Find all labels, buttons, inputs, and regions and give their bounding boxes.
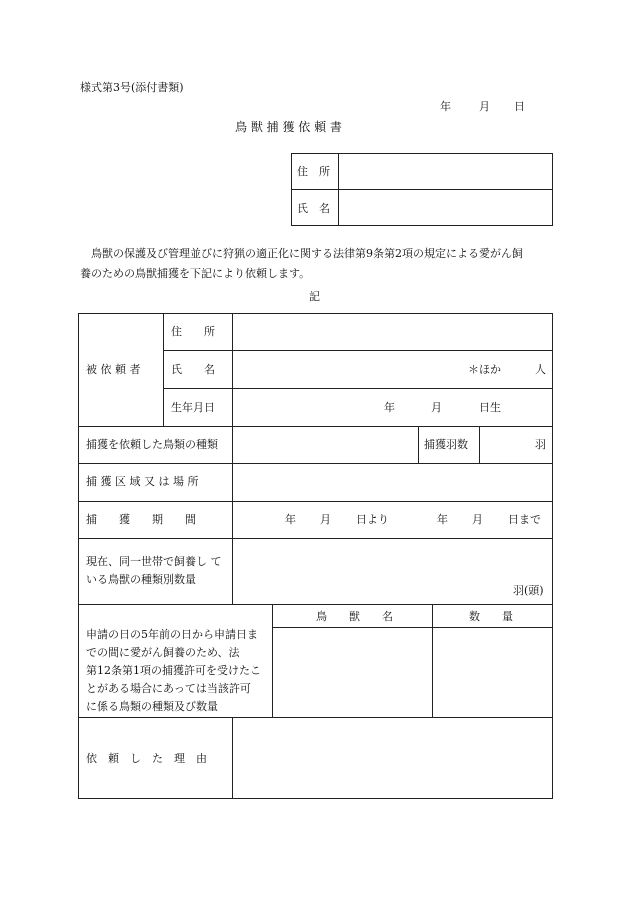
body-text-line2: 養のための鳥獣捕獲を下記により依頼します。 <box>80 267 311 280</box>
date-year-label: 年 <box>440 100 451 113</box>
birth-month-unit: 月 <box>431 401 442 414</box>
capture-count-field[interactable] <box>483 429 529 460</box>
reason-label: 依 頼 し た 理 由 <box>86 752 207 765</box>
requestee-address-label: 住 所 <box>171 325 215 338</box>
current-holdings-label-line2: いる鳥獣の種類別数量 <box>86 573 196 586</box>
applicant-name-field[interactable] <box>342 192 548 222</box>
period-label: 捕 獲 期 間 <box>86 513 196 526</box>
past-permit-label-line2: での間に愛がん飼養のため、法 <box>86 646 240 659</box>
period-from-year: 年 <box>285 513 296 526</box>
document-title: 鳥 獣 捕 獲 依 頼 書 <box>235 120 342 134</box>
species-field[interactable] <box>236 429 414 460</box>
past-permit-label-line1: 申請の日の5年前の日から申請日ま <box>86 628 258 641</box>
birth-day-unit: 日生 <box>479 401 501 414</box>
applicant-name-label: 氏 名 <box>297 202 330 215</box>
current-holdings-field[interactable] <box>236 541 548 581</box>
period-from-month: 月 <box>320 513 331 526</box>
current-holdings-label-line1: 現在、同一世帯で飼養し て <box>86 555 222 568</box>
body-text-line1: 鳥獣の保護及び管理並びに狩猟の適正化に関する法律第9条第2項の規定による愛がん飼 <box>91 247 523 260</box>
wings-unit: 羽 <box>535 438 546 451</box>
persons-unit: 人 <box>535 363 546 376</box>
form-number: 様式第3号(添付書類) <box>80 81 184 94</box>
quantity-column-header: 数 量 <box>469 610 513 623</box>
period-to-day: 日まで <box>508 513 541 526</box>
others-mark: ＊ほか <box>468 363 501 376</box>
requestee-birthdate-field[interactable] <box>236 391 376 423</box>
date-month-label: 月 <box>479 100 490 113</box>
applicant-address-field[interactable] <box>342 156 548 186</box>
past-permit-label-line3: 第12条第1項の捕獲許可を受けたこ <box>86 664 261 677</box>
species-column-header: 鳥 獣 名 <box>316 610 393 623</box>
period-to-month: 月 <box>472 513 483 526</box>
period-to-year: 年 <box>437 513 448 526</box>
applicant-address-label: 住 所 <box>297 165 330 178</box>
requestee-address-field[interactable] <box>236 316 548 347</box>
current-holdings-unit: 羽(頭) <box>513 584 544 597</box>
past-species-field[interactable] <box>276 630 428 714</box>
birthdate-label: 生年月日 <box>171 401 215 414</box>
past-permit-label-line5: に係る鳥類の種類及び数量 <box>86 700 218 713</box>
ki-mark: 記 <box>309 290 320 303</box>
area-field[interactable] <box>236 466 548 498</box>
past-permit-label-line4: とがある場合にあっては当該許可 <box>86 682 251 695</box>
period-from-day: 日より <box>356 513 389 526</box>
birth-year-unit: 年 <box>384 401 395 414</box>
date-day-label: 日 <box>514 100 525 113</box>
requestee-label: 被 依 頼 者 <box>86 363 141 376</box>
species-label: 捕獲を依頼した鳥類の種類 <box>86 438 218 451</box>
area-label: 捕 獲 区 域 又 は 場 所 <box>86 475 199 488</box>
requestee-name-label: 氏 名 <box>171 363 215 376</box>
capture-count-label: 捕獲羽数 <box>424 438 468 451</box>
past-quantity-field[interactable] <box>436 630 548 714</box>
reason-field[interactable] <box>236 720 548 796</box>
requestee-name-field[interactable] <box>236 353 461 385</box>
